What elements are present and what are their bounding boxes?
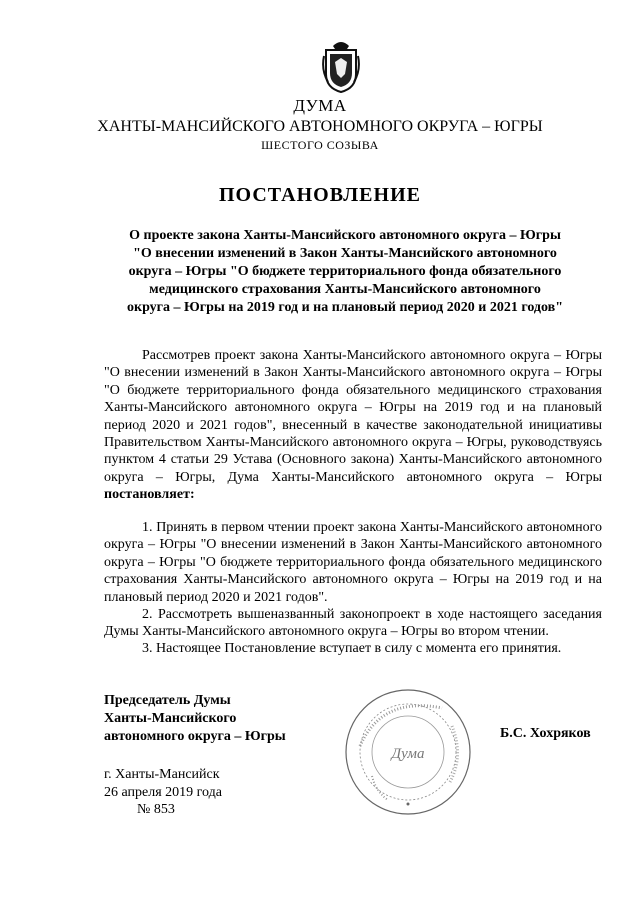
- subject-line: округа – Югры "О бюджете территориального фонда обязательного: [128, 264, 562, 279]
- resolution-item-3: 3. Настоящее Постановление вступает в силу с момента его принятия.: [142, 641, 562, 656]
- intro-paragraph: [104, 347, 602, 504]
- resolution-item-1: 1. Принять в первом чтении проект закона Ханты-Мансийского автономного округа – Югры "О внесении изменений в Закон Ханты-Мансийского автономного округа – Югры "О бюджете территориального фонда обязательного медицинского страхования Ханты-Мансийского автономного округа – Югры на 2019 год и на плановый период 2020 и 2021 годов".: [104, 520, 602, 605]
- intro-text: Рассмотрев проект закона Ханты-Мансийского автономного округа – Югры "О внесении изменений в Закон Ханты-Мансийского автономного округа – Югры "О бюджете территориального фонда обязательного медицинского страхования Ханты-Мансийского автономного округа – Югры на 2019 год и на плановый период 2020 и 2021 годов", внесенный в качестве законодательной инициативы Правительством Ханты-Мансийского автономного округа – Югры, руководствуясь пунктом 4 статьи 29 Устава (Основного закона) Ханты-Мансийского автономного округа – Югры, Дума Ханты-Мансийского автономного округа – Югры: [104, 348, 602, 485]
- signatory-title-line: Ханты-Мансийского: [104, 711, 237, 726]
- subject-line: "О внесении изменений в Закон Ханты-Мансийского автономного: [133, 246, 557, 261]
- resolution-item-2: 2. Рассмотреть вышеназванный законопроект в ходе настоящего заседания Думы Ханты-Мансийского автономного округа – Югры во втором чтении.: [104, 607, 602, 640]
- subject-line: округа – Югры на 2019 год и на плановый период 2020 и 2021 годов": [127, 300, 563, 315]
- coat-of-arms-emblem: [320, 36, 362, 94]
- place-text: г. Ханты-Мансийск: [104, 767, 220, 782]
- org-name-line1: ДУМА: [293, 96, 347, 115]
- signatory-name: Б.С. Хохряков: [500, 726, 591, 741]
- date-text: 26 апреля 2019 года: [104, 785, 222, 800]
- signatory-title-line: автономного округа – Югры: [104, 729, 286, 744]
- signatory-title: [104, 692, 286, 746]
- document-subject: [110, 227, 580, 317]
- signatory-title-line: Председатель Думы: [104, 693, 231, 708]
- place-and-date: [104, 766, 222, 802]
- org-name-line2: ХАНТЫ-МАНСИЙСКОГО АВТОНОМНОГО ОКРУГА – ЮГРЫ: [97, 118, 543, 135]
- resolves-word: постановляет:: [104, 487, 195, 503]
- subject-line: медицинского страхования Ханты-Мансийского автономного: [149, 282, 541, 297]
- document-number: № 853: [137, 802, 175, 817]
- official-seal-stamp: [342, 686, 474, 818]
- convocation-line: ШЕСТОГО СОЗЫВА: [261, 138, 379, 152]
- document-type-title: ПОСТАНОВЛЕНИЕ: [219, 184, 421, 206]
- subject-line: О проекте закона Ханты-Мансийского автономного округа – Югры: [129, 228, 561, 243]
- seal-text: Дума: [391, 746, 425, 762]
